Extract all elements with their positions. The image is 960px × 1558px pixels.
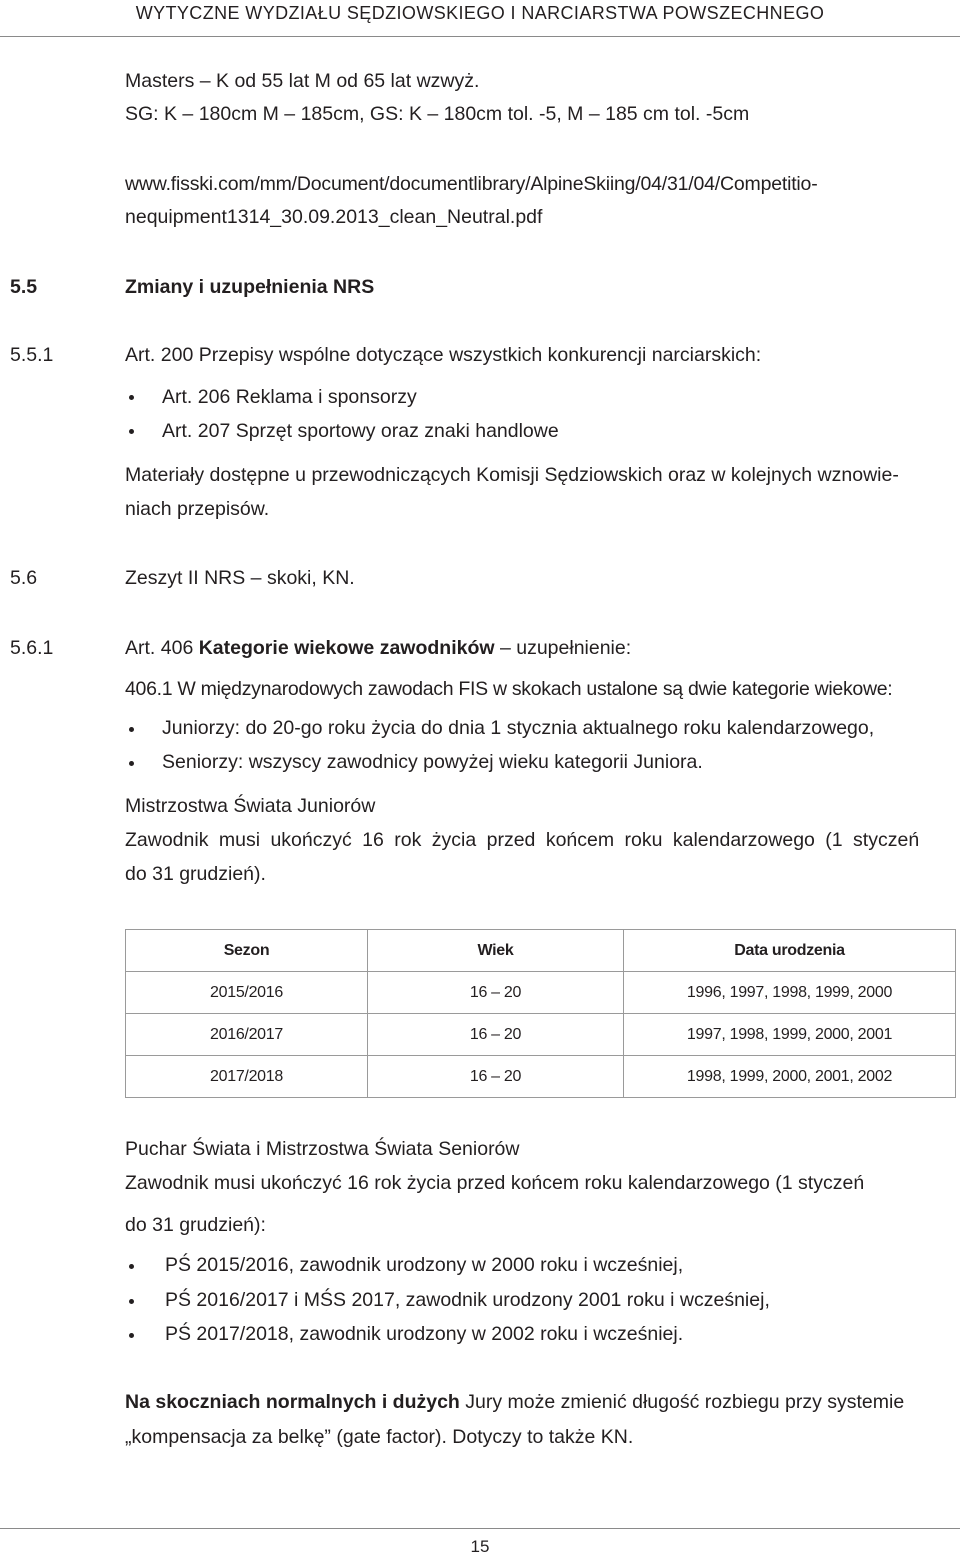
column-header-age: Wiek <box>368 930 624 972</box>
bullet-icon <box>129 1333 134 1338</box>
footer-divider <box>0 1528 960 1529</box>
table-header-row <box>126 930 956 972</box>
list-item: PŚ 2015/2016, zawodnik urodzony w 2000 roku i wcześniej, <box>165 1254 684 1276</box>
table-cell: 1997, 1998, 1999, 2000, 2001 <box>624 1014 956 1056</box>
list-item: Art. 207 Sprzęt sportowy oraz znaki handlowe <box>162 420 559 442</box>
list-item: Art. 206 Reklama i sponsorzy <box>162 386 417 408</box>
section-5-6-1-number: 5.6.1 <box>10 637 54 659</box>
materials-paragraph-line-1: Materiały dostępne u przewodniczących Komisji Sędziowskich oraz w kolejnych wznowie- <box>125 464 899 486</box>
bullet-icon <box>129 1299 134 1304</box>
table-cell: 1998, 1999, 2000, 2001, 2002 <box>624 1056 956 1098</box>
juniors-heading: Mistrzostwa Świata Juniorów <box>125 795 376 817</box>
bullet-icon <box>129 429 134 434</box>
age-categories-table <box>125 929 956 1098</box>
title-suffix: – uzupełnienie: <box>494 637 632 659</box>
header-divider <box>0 36 960 37</box>
section-5-5-number: 5.5 <box>10 276 38 298</box>
header-title: WYTYCZNE WYDZIAŁU SĘDZIOWSKIEGO I NARCIARSTWA POWSZECHNEGO <box>135 3 825 23</box>
table-cell: 16 – 20 <box>368 1014 624 1056</box>
column-header-birth-year: Data urodzenia <box>624 930 956 972</box>
table-cell: 2015/2016 <box>126 972 368 1014</box>
closing-rest: Jury może zmienić długość rozbiegu przy systemie <box>459 1391 905 1413</box>
seniors-rule-line-1: Zawodnik musi ukończyć 16 rok życia przed końcem roku kalendarzowego (1 styczeń <box>125 1172 865 1194</box>
ski-sizes-line: SG: K – 180cm M – 185cm, GS: K – 180cm tol. -5, M – 185 cm tol. -5cm <box>125 103 750 125</box>
table-cell: 16 – 20 <box>368 972 624 1014</box>
table-row <box>126 972 956 1014</box>
section-5-5-1-title: Art. 200 Przepisy wspólne dotyczące wszystkich konkurencji narciarskich: <box>125 344 762 366</box>
closing-bold-phrase: Na skoczniach normalnych i dużych <box>125 1391 460 1413</box>
juniors-rule-line-1: Zawodnik musi ukończyć 16 rok życia przed końcem roku kalendarzowego (1 styczeń <box>125 829 920 851</box>
url-line-2: nequipment1314_30.09.2013_clean_Neutral.pdf <box>125 206 543 228</box>
masters-line: Masters – K od 55 lat M od 65 lat wzwyż. <box>125 70 480 92</box>
section-5-6-number: 5.6 <box>10 567 38 589</box>
seniors-rule-line-2: do 31 grudzień): <box>125 1214 266 1236</box>
table-cell: 16 – 20 <box>368 1056 624 1098</box>
closing-line-1 <box>125 1390 904 1414</box>
list-item: PŚ 2016/2017 i MŚS 2017, zawodnik urodzony 2001 roku i wcześniej, <box>165 1289 770 1311</box>
section-5-5-1-number: 5.5.1 <box>10 344 54 366</box>
bullet-icon <box>129 395 134 400</box>
page-number: 15 <box>470 1537 490 1556</box>
title-bold: Kategorie wiekowe zawodników <box>198 637 495 659</box>
bullet-icon <box>129 761 134 766</box>
bullet-icon <box>129 727 134 732</box>
bullet-icon <box>129 1264 134 1269</box>
table-cell: 2017/2018 <box>126 1056 368 1098</box>
section-5-6-title: Zeszyt II NRS – skoki, KN. <box>125 567 355 589</box>
seniors-heading: Puchar Świata i Mistrzostwa Świata Seniorów <box>125 1138 520 1160</box>
page-header <box>0 0 960 38</box>
table-row <box>126 1056 956 1098</box>
section-5-6-1-title <box>125 636 631 660</box>
column-header-season: Sezon <box>126 930 368 972</box>
table-cell: 2016/2017 <box>126 1014 368 1056</box>
juniors-rule-line-2: do 31 grudzień). <box>125 863 266 885</box>
list-item: Seniorzy: wszyscy zawodnicy powyżej wieku kategorii Juniora. <box>162 751 703 773</box>
closing-line-2: „kompensacja za belkę” (gate factor). Dotyczy to także KN. <box>125 1426 634 1448</box>
materials-paragraph-line-2: niach przepisów. <box>125 498 270 520</box>
list-item: Juniorzy: do 20-go roku życia do dnia 1 stycznia aktualnego roku kalendarzowego, <box>162 717 875 739</box>
url-line-1: www.fisski.com/mm/Document/documentlibrary/AlpineSkiing/04/31/04/Competitio- <box>125 173 818 195</box>
list-item: PŚ 2017/2018, zawodnik urodzony w 2002 roku i wcześniej. <box>165 1323 684 1345</box>
age-categories-intro: 406.1 W międzynarodowych zawodach FIS w skokach ustalone są dwie kategorie wiekowe: <box>125 678 893 700</box>
table-row <box>126 1014 956 1056</box>
title-prefix: Art. 406 <box>125 637 199 659</box>
section-5-5-title: Zmiany i uzupełnienia NRS <box>125 276 375 298</box>
table-cell: 1996, 1997, 1998, 1999, 2000 <box>624 972 956 1014</box>
